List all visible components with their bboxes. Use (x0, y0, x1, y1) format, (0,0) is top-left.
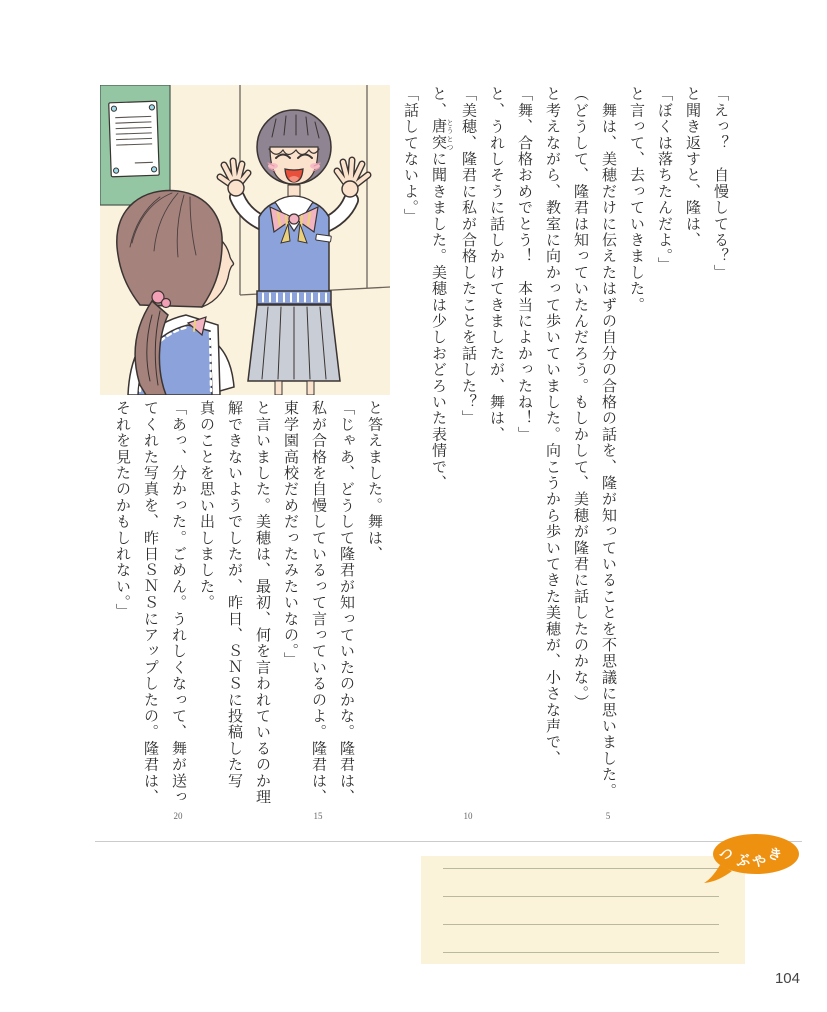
text-column: それを見たのかもしれない。」 (114, 400, 130, 620)
bubble-label-char: や (751, 852, 767, 870)
story-left-block (108, 400, 388, 814)
text-column: と言って、去っていきました。 (628, 86, 644, 313)
text-column: と答えました。舞は、 (366, 400, 382, 562)
bubble-label-char: つ (716, 844, 736, 864)
text-column: と、うれしそうに話しかけてきましたが、舞は、 (488, 86, 504, 443)
text-column: 「ぼくは落ちたんだよ。」 (656, 86, 672, 273)
ruled-line (443, 924, 719, 925)
footer-divider (95, 841, 802, 842)
text-column: てくれた写真を、昨日ＳＮＳにアップしたの。隆君は、 (142, 400, 158, 805)
illustration (100, 85, 390, 395)
line-number-15: 15 (313, 811, 323, 821)
line-number-10: 10 (463, 811, 473, 821)
story-right-block (396, 86, 734, 804)
text-column: 真のことを思い出しました。 (198, 400, 214, 611)
line-number-5: 5 (605, 811, 611, 821)
bubble-label-char: き (765, 844, 785, 864)
ruled-line (443, 868, 719, 869)
text-column: 「じゃあ、どうして隆君が知っていたのかな。隆君は、 (338, 400, 354, 805)
text-column: 東学園高校だめだったみたいなの。」 (282, 400, 298, 668)
text-column: 「あっ、分かった。ごめん。うれしくなって、舞が送っ (170, 400, 186, 805)
text-column: と言いました。美穂は、最初、何を言われているのか理 (254, 400, 270, 805)
text-column: 私が合格を自慢しているって言っているのよ。隆君は、 (310, 400, 326, 805)
line-number-20: 20 (173, 811, 183, 821)
bubble-label-char: ぶ (735, 851, 751, 869)
text-column: 解できないようでしたが、昨日、ＳＮＳに投稿した写 (226, 400, 242, 789)
text-column: 「美穂、隆君に私が合格したことを話した？」 (460, 86, 476, 427)
text-column: と、唐突 とうとつに聞きました。美穂は少しおどろいた表情で、 (430, 86, 454, 492)
note-panel (421, 856, 745, 964)
girl-ponytail (117, 190, 234, 395)
text-column: 「えっ？ 自慢してる？」 (712, 86, 728, 281)
ruled-line (443, 896, 719, 897)
text-column: 「話してないよ。」 (402, 86, 418, 225)
text-column: 「舞、合格おめでとう！ 本当によかったね！」 (516, 86, 532, 443)
text-column: （どうして、隆君は知っていたんだろう。もしかして、美穂が隆君に話したのかな。） (572, 86, 588, 711)
text-column: 舞は、美穂だけに伝えたはずの自分の合格の話を、隆が知っていることを不思議に思いました。 (600, 86, 616, 799)
page-number: 104 (774, 970, 800, 987)
text-column: と聞き返すと、隆は、 (684, 86, 700, 248)
ruled-line (443, 952, 719, 953)
bulletin-board (100, 85, 170, 205)
text-column: と考えながら、教室に向かって歩いていました。向こうから歩いてきた美穂が、小さな声で、 (544, 86, 560, 767)
